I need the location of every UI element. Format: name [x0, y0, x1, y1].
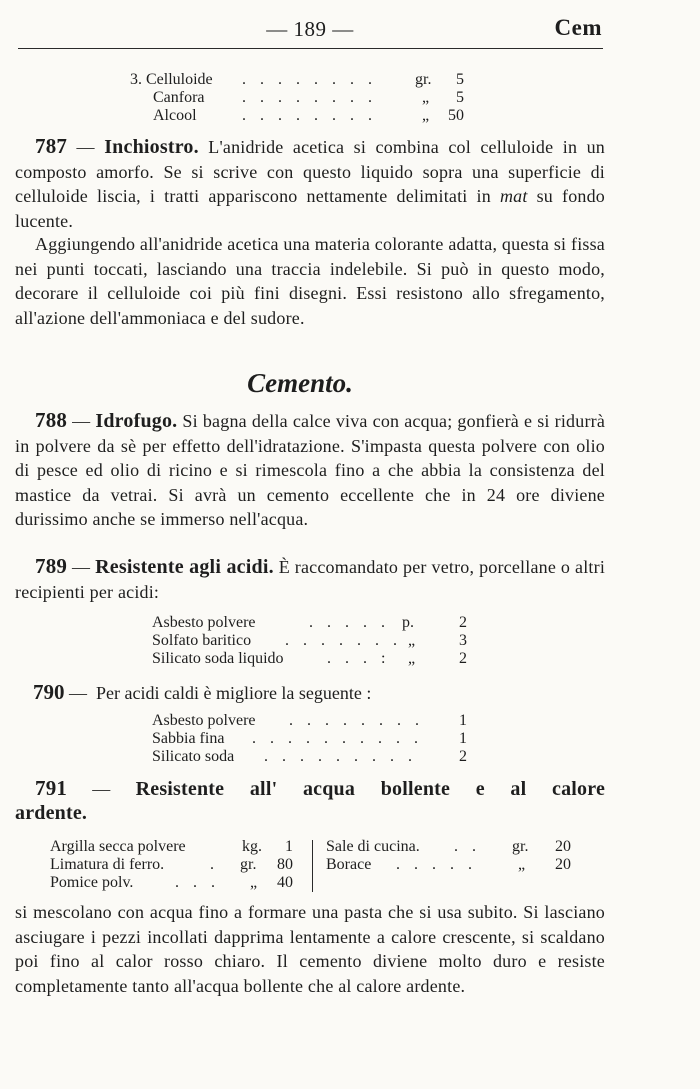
recipe-row — [152, 632, 482, 650]
recipe-row — [152, 650, 482, 668]
entry-text: Per acidi caldi è migliore la seguente : — [96, 683, 372, 703]
ingredient-name: Silicato soda — [152, 748, 235, 765]
recipe-row — [130, 107, 470, 125]
entry-title: Resistente all' acqua bollente e al calore ardente. — [15, 778, 606, 824]
ingredient-qty: 40 — [277, 874, 293, 891]
table-row — [50, 838, 300, 856]
recipe-row — [152, 748, 472, 766]
recipe-row — [152, 712, 472, 730]
entry-787 — [15, 134, 605, 233]
entry-dash: — — [72, 411, 91, 431]
entry-788 — [15, 408, 605, 532]
leader-dots: . . . : — [327, 650, 391, 667]
recipe-row — [130, 71, 470, 89]
entry-dash: — — [69, 683, 87, 703]
ingredient-unit: „ — [408, 632, 416, 649]
entry-title: Idrofugo. — [95, 410, 178, 432]
running-head: Cem — [554, 15, 602, 40]
ingredient-qty: 5 — [456, 71, 464, 88]
leader-dots: . . . . . . . . — [289, 712, 424, 729]
table-row — [326, 838, 576, 856]
entry-number: 790 — [33, 680, 65, 704]
ingredient-name: Limatura di ferro. — [50, 856, 165, 873]
entry-790 — [33, 680, 371, 705]
ingredient-name: Asbesto polvere — [152, 614, 256, 631]
ingredient-qty: 80 — [277, 856, 293, 873]
ingredient-unit: gr. — [512, 838, 529, 855]
ingredient-qty: 2 — [459, 650, 467, 667]
ingredient-name: Silicato soda liquido — [152, 650, 284, 667]
recipe-row — [152, 730, 472, 748]
ingredient-name: Argilla secca polvere — [50, 838, 186, 855]
entry-text: Si bagna della calce viva con acqua; gonfierà e si ridurrà in polvere da sè per effetto dell'idratazione. S'impasta questa polvere con olio di pesce ed olio di ricino e si rimescola fino a che abbia la consistenza del mastice da vetrai. Si avrà un cemento eccellente che in 24 ore diviene durissimo anche se immerso nell'acqua. — [15, 411, 606, 529]
ingredient-name: Canfora — [153, 89, 205, 106]
table-row — [50, 856, 300, 874]
entry-dash: — — [92, 779, 111, 799]
column-divider — [312, 840, 313, 892]
entry-number: 789 — [35, 554, 68, 578]
ingredient-unit: „ — [422, 89, 430, 106]
entry-number: 788 — [35, 408, 68, 432]
entry-dash: — — [72, 557, 91, 577]
section-title: Cemento. — [247, 368, 353, 398]
ingredients-right-column — [326, 838, 576, 874]
ingredient-qty: 1 — [285, 838, 293, 855]
ingredient-qty: 5 — [456, 89, 464, 106]
ingredient-qty: 20 — [555, 856, 571, 873]
table-row — [326, 856, 576, 874]
ingredient-qty: 20 — [555, 838, 571, 855]
leader-dots: . . — [454, 838, 481, 855]
entry-787-paragraph-2: Aggiungendo all'anidride acetica una materia colorante adatta, questa si fissa nei punti toccati, lasciando una traccia indelebile. Si può in questo modo, decorare il celluloide coi più fini disegni. Essi resistono allo sfregamento, all'azione dell'ammoniaca e del sudore. — [15, 234, 605, 328]
leader-dots: . . . . . — [309, 614, 390, 631]
entry-title: Inchiostro. — [104, 136, 199, 158]
ingredient-qty: 3 — [459, 632, 467, 649]
entry-title: Resistente agli acidi. — [95, 556, 274, 578]
ingredient-name: Pomice polv. — [50, 874, 134, 891]
ingredient-unit: „ — [422, 107, 430, 124]
leader-dots: . . . . . . . . — [242, 71, 377, 88]
ingredient-name: Asbesto polvere — [152, 712, 256, 729]
ingredient-unit: p. — [402, 614, 414, 631]
ingredient-unit: „ — [518, 856, 526, 873]
ingredient-unit: kg. — [242, 838, 262, 855]
ingredient-name: Solfato baritico — [152, 632, 252, 649]
ingredient-qty: 2 — [459, 748, 467, 765]
leader-dots: . . . . . . . — [285, 632, 402, 649]
page-number: — 189 — — [266, 17, 354, 41]
entry-text-end: su fondo lucente. — [15, 186, 605, 231]
leader-dots: . . . . . . . . . — [264, 748, 417, 765]
entry-number: 787 — [35, 134, 68, 158]
emphasis-mat: mat — [499, 186, 528, 206]
entry-dash: — — [76, 137, 95, 157]
leader-dots: . . . . . — [396, 856, 477, 873]
ingredient-name: Borace — [326, 856, 372, 873]
recipe-acid-resistant — [152, 614, 482, 668]
entry-791 — [15, 776, 605, 825]
ingredient-unit: gr. — [415, 71, 432, 88]
entry-text: L'anidride acetica si combina col celluloide in un composto amorfo. Se si scrive con questo liquido sopra una superficie di celluloide liscia, i tratti appariscono nettamente delimitati in — [15, 137, 605, 206]
leader-dots: . — [210, 856, 219, 873]
ingredient-unit: gr. — [240, 856, 257, 873]
ingredient-unit: „ — [408, 650, 416, 667]
recipe-row — [130, 89, 470, 107]
ingredient-qty: 50 — [448, 107, 464, 124]
recipe-celluloid — [130, 71, 470, 125]
ingredient-unit: „ — [250, 874, 258, 891]
header-rule — [18, 48, 603, 49]
recipe-hot-acid — [152, 712, 472, 766]
entry-text: È raccomandato per vetro, porcellane o altri recipienti per acidi: — [15, 557, 606, 602]
entry-791-body: si mescolano con acqua fino a formare una pasta che si usa subito. Si lasciano asciugare i pezzi incollati dapprima lentamente a calore crescente, si scaldano poi fino al calor rosso chiaro. Il cemento diviene molto duro e resiste completamente tanto all'acqua bollente che al calore ardente. — [15, 902, 605, 996]
leader-dots: . . . . . . . . — [242, 107, 377, 124]
ingredient-name: Sabbia fina — [152, 730, 225, 747]
recipe-row — [152, 614, 482, 632]
ingredient-qty: 2 — [459, 614, 467, 631]
leader-dots: . . . . . . . . . . — [252, 730, 423, 747]
ingredient-name: Alcool — [153, 107, 197, 124]
leader-dots: . . . . . . . . — [242, 89, 377, 106]
ingredient-qty: 1 — [459, 730, 467, 747]
table-row — [50, 874, 300, 892]
entry-789 — [15, 554, 605, 604]
ingredient-qty: 1 — [459, 712, 467, 729]
ingredients-left-column — [50, 838, 300, 892]
leader-dots: . . . — [175, 874, 220, 891]
ingredient-name: Sale di cucina. — [326, 838, 420, 855]
ingredient-name: 3. Celluloide — [130, 71, 213, 88]
entry-number: 791 — [35, 776, 68, 800]
